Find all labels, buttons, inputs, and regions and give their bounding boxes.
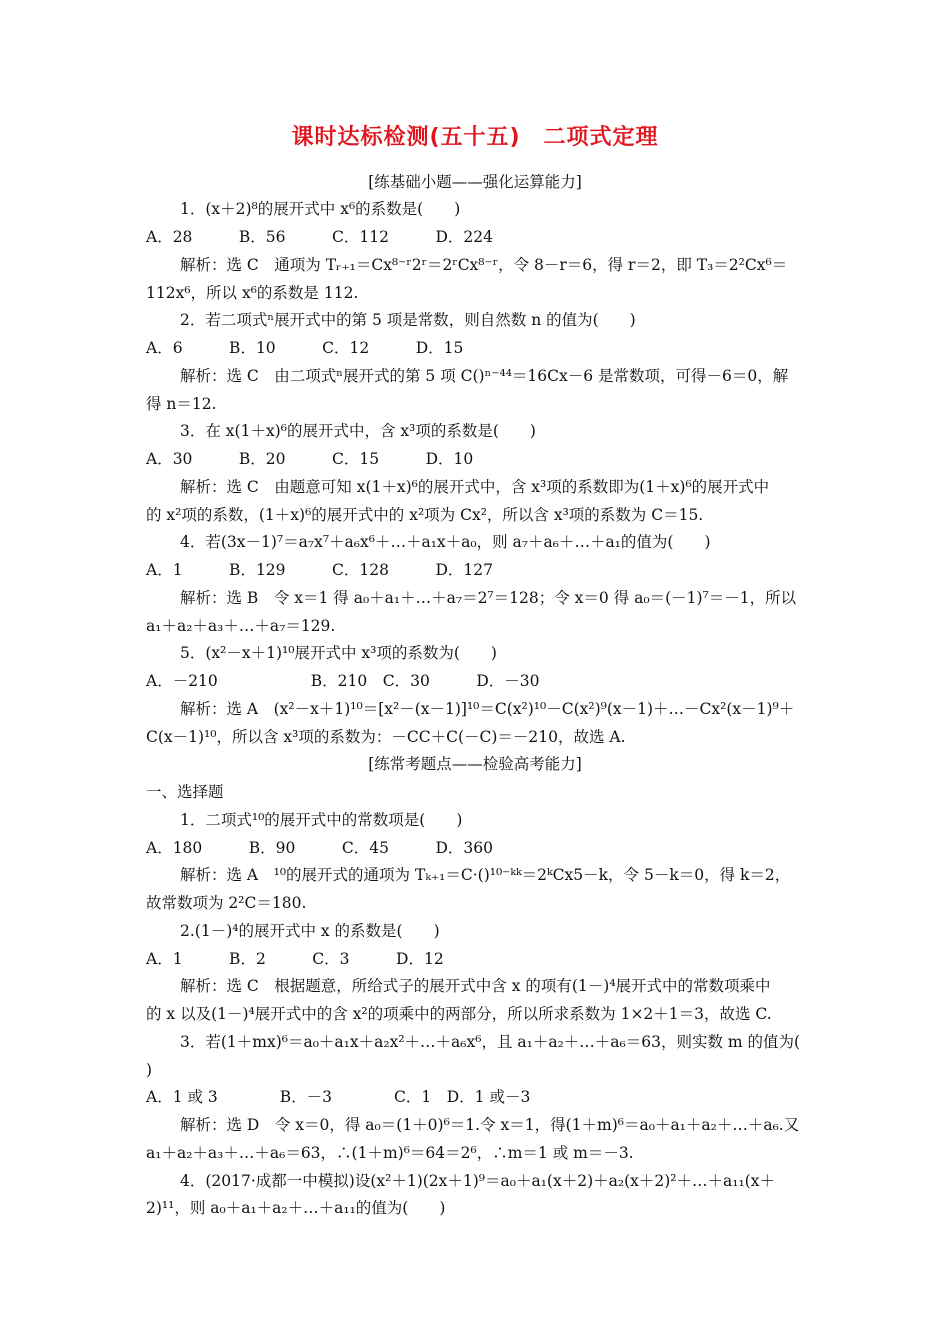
solution-5-line-1: 解析：选 A (x²－x＋1)¹⁰＝[x²－(x－1)]¹⁰＝C(x²)¹⁰－C(x²)⁹(x－1)＋…－Cx²(x－1)⁹＋ [180, 700, 795, 718]
solution-2-line-2: 得 n＝12. [146, 395, 217, 413]
solution-2-line-1: 解析：选 C 由二项式ⁿ展开式的第 5 项 C()ⁿ⁻⁴⁴＝16Cx－6 是常数项，可得－6＝0，解 [180, 367, 789, 385]
section-heading-exam: [练常考题点——检验高考能力] [368, 755, 582, 773]
exam-solution-1-line-1: 解析：选 A ¹⁰的展开式的通项为 Tₖ₊₁＝C·()¹⁰⁻ᵏᵏ＝2ᵏCx5－k，令 5－k＝0，得 k＝2， [180, 866, 791, 884]
options-5: A．－210 B．210 C．30 D．－30 [146, 672, 540, 690]
question-5: 5．(x²－x＋1)¹⁰展开式中 x³项的系数为( ) [180, 644, 497, 662]
section-heading-basic: [练基础小题——强化运算能力] [368, 173, 582, 191]
options-4: A．1 B．129 C．128 D．127 [146, 561, 493, 579]
exam-question-2: 2.(1－)⁴的展开式中 x 的系数是( ) [180, 922, 440, 940]
solution-1-line-2: 112x⁶，所以 x⁶的系数是 112. [146, 284, 359, 302]
solution-3-line-1: 解析：选 C 由题意可知 x(1＋x)⁶的展开式中，含 x³项的系数即为(1＋x)⁶的展开式中 [180, 478, 770, 496]
exam-options-1: A．180 B．90 C．45 D．360 [146, 839, 493, 857]
options-3: A．30 B．20 C．15 D．10 [146, 450, 474, 468]
solution-4-line-2: a₁＋a₂＋a₃＋…＋a₇＝129. [146, 617, 336, 635]
question-2: 2．若二项式ⁿ展开式中的第 5 项是常数，则自然数 n 的值为( ) [180, 311, 636, 329]
exam-question-3-line-2: ) [146, 1061, 153, 1079]
solution-5-line-2: C(x－1)¹⁰，所以含 x³项的系数为：－CC＋C(－C)＝－210，故选 A. [146, 728, 626, 746]
options-1: A．28 B．56 C．112 D．224 [146, 228, 493, 246]
page-title: 课时达标检测(五十五) 二项式定理 [291, 125, 659, 150]
options-2: A．6 B．10 C．12 D．15 [146, 339, 464, 357]
exam-solution-1-line-2: 故常数项为 2²C＝180. [146, 894, 307, 912]
exam-solution-2-line-1: 解析：选 C 根据题意，所给式子的展开式中含 x 的项有(1－)⁴展开式中的常数项乘中 [180, 977, 771, 995]
solution-4-line-1: 解析：选 B 令 x＝1 得 a₀＋a₁＋…＋a₇＝2⁷＝128；令 x＝0 得 a₀＝(－1)⁷＝－1，所以 [180, 589, 797, 607]
question-3: 3．在 x(1＋x)⁶的展开式中，含 x³项的系数是( ) [180, 422, 536, 440]
exam-solution-3-line-2: a₁＋a₂＋a₃＋…＋a₆＝63，∴(1＋m)⁶＝64＝2⁶，∴m＝1 或 m＝－3. [146, 1144, 634, 1162]
exam-options-2: A．1 B．2 C．3 D．12 [146, 950, 444, 968]
solution-3-line-2: 的 x²项的系数，(1＋x)⁶的展开式中的 x²项为 Cx²，所以含 x³项的系数为 C＝15. [146, 506, 704, 524]
exam-question-4-line-1: 4．(2017·成都一中模拟)设(x²＋1)(2x＋1)⁹＝a₀＋a₁(x＋2)＋a₂(x＋2)²＋…＋a₁₁(x＋ [180, 1172, 775, 1190]
exam-options-3: A．1 或 3 B．－3 C．1 D．1 或－3 [146, 1088, 531, 1106]
exam-solution-3-line-1: 解析：选 D 令 x＝0，得 a₀＝(1＋0)⁶＝1.令 x＝1，得(1＋m)⁶＝a₀＋a₁＋a₂＋…＋a₆.又 [180, 1116, 800, 1134]
exam-question-3-line-1: 3．若(1＋mx)⁶＝a₀＋a₁x＋a₂x²＋…＋a₆x⁶，且 a₁＋a₂＋…＋a₆＝63，则实数 m 的值为( [180, 1033, 801, 1051]
exam-question-1: 1．二项式¹⁰的展开式中的常数项是( ) [180, 811, 463, 829]
solution-1-line-1: 解析：选 C 通项为 Tᵣ₊₁＝Cx⁸⁻ʳ2ʳ＝2ʳCx⁸⁻ʳ，令 8－r＝6，得 r＝2，即 T₃＝2²Cx⁶＝ [180, 256, 788, 274]
question-4: 4．若(3x－1)⁷＝a₇x⁷＋a₆x⁶＋…＋a₁x＋a₀，则 a₇＋a₆＋…＋a₁的值为( ) [180, 533, 711, 551]
exam-solution-2-line-2: 的 x 以及(1－)⁴展开式中的含 x²的项乘中的两部分，所以所求系数为 1×2＋1＝3，故选 C. [146, 1005, 772, 1023]
exam-question-4-line-2: 2)¹¹，则 a₀＋a₁＋a₂＋…＋a₁₁的值为( ) [146, 1199, 446, 1217]
question-1: 1．(x＋2)⁸的展开式中 x⁶的系数是( ) [180, 200, 461, 218]
section-label-choice: 一、选择题 [146, 783, 224, 801]
